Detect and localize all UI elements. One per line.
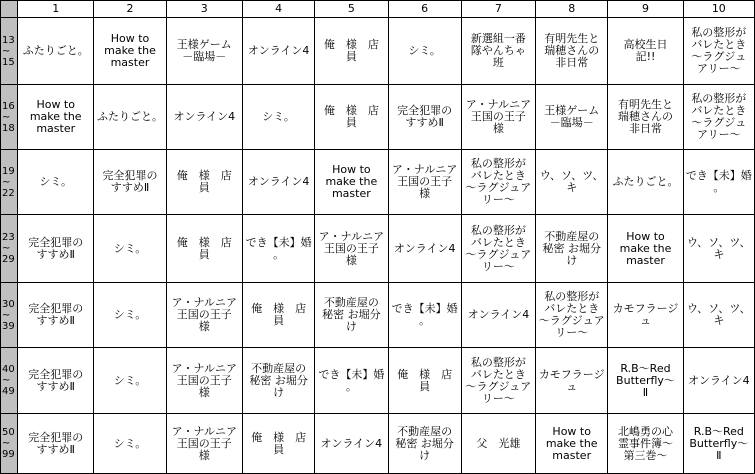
table-cell: 俺 様 店 員: [242, 283, 314, 348]
table-cell: カモフラージ ュ: [608, 283, 683, 348]
table-cell: 新選組一番 隊やんちゃ 班: [461, 18, 535, 85]
table-cell: オンライン4: [461, 283, 535, 348]
table-cell: How to make the master: [536, 414, 608, 474]
table-cell: R.B～Red Butterfly～ Ⅱ: [608, 348, 683, 414]
table-row: [1, 414, 755, 474]
table-cell: オンライン4: [683, 348, 754, 414]
table-cell: 不動産屋の 秘密 お堀分 け: [536, 215, 608, 283]
row-header: 23 ~ 29: [1, 215, 18, 283]
column-header: 8: [536, 1, 608, 18]
table-cell: ふたりごと。: [608, 150, 683, 215]
table-cell: でき【未】婚 。: [683, 150, 754, 215]
table-cell: 高校生日 記!!: [608, 18, 683, 85]
column-header: 6: [388, 1, 461, 18]
column-header: 7: [461, 1, 535, 18]
table-cell: How to make the master: [315, 150, 388, 215]
column-header: 10: [683, 1, 754, 18]
table-cell: How to make the master: [608, 215, 683, 283]
column-header: 5: [315, 1, 388, 18]
table-cell: 不動産屋の 秘密 お堀分 け: [388, 414, 461, 474]
row-header: 13 ~ 15: [1, 18, 18, 85]
column-header: 2: [94, 1, 166, 18]
table-row: [1, 85, 755, 150]
table-cell: 俺 様 店 員: [166, 150, 242, 215]
table-row: [1, 348, 755, 414]
table-cell: ア・ナルニア 王国の王子 様: [388, 150, 461, 215]
table-cell: 俺 様 店 員: [315, 85, 388, 150]
table-cell: 私の整形が バレたとき ～ラグジュア リー～: [461, 215, 535, 283]
table-cell: シミ。: [242, 85, 314, 150]
table-cell: ふたりごと。: [18, 18, 94, 85]
table-row: [1, 18, 755, 85]
table-cell: 完全犯罪の すすめⅡ: [18, 283, 94, 348]
table-cell: 私の整形が バレたとき ～ラグジュア リー～: [461, 348, 535, 414]
table-cell: シミ。: [388, 18, 461, 85]
table-cell: 完全犯罪の すすめⅡ: [94, 150, 166, 215]
table-cell: でき【未】婚 。: [242, 215, 314, 283]
table-cell: ア・ナルニア 王国の王子 様: [166, 283, 242, 348]
table-cell: オンライン4: [166, 85, 242, 150]
table-cell: 私の整形が バレたとき ～ラグジュア リー～: [461, 150, 535, 215]
table-row: [1, 215, 755, 283]
column-header: 1: [18, 1, 94, 18]
column-header: 9: [608, 1, 683, 18]
row-header: 50 ~ 99: [1, 414, 18, 474]
table-cell: 私の整形が バレたとき ～ラグジュア リー～: [536, 283, 608, 348]
row-header: 30 ~ 39: [1, 283, 18, 348]
table-cell: 不動産屋の 秘密 お堀分 け: [315, 283, 388, 348]
table-cell: オンライン4: [242, 150, 314, 215]
table-cell: 父 光雄: [461, 414, 535, 474]
column-header: 3: [166, 1, 242, 18]
row-header: 16 ~ 18: [1, 85, 18, 150]
table-cell: 完全犯罪の すすめⅡ: [388, 85, 461, 150]
table-cell: ウ、ソ、ツ、 キ: [683, 283, 754, 348]
table-cell: ア・ナルニア 王国の王子 様: [166, 348, 242, 414]
table-cell: 私の整形が バレたとき ～ラグジュ アリー～: [683, 85, 754, 150]
table-cell: ウ、ソ、ツ、 キ: [536, 150, 608, 215]
table-cell: シミ。: [94, 283, 166, 348]
table-cell: カモフラージ ュ: [536, 348, 608, 414]
table-cell: 完全犯罪の すすめⅡ: [18, 414, 94, 474]
table-cell: ウ、ソ、ツ、 キ: [683, 215, 754, 283]
table-cell: 有明先生と 瑞穂さんの 非日常: [536, 18, 608, 85]
table-cell: シミ。: [94, 348, 166, 414]
table-cell: オンライン4: [315, 414, 388, 474]
table-cell: ア・ナルニア 王国の王子 様: [166, 414, 242, 474]
table-cell: でき【未】婚 。: [388, 283, 461, 348]
corner-cell: [1, 1, 18, 18]
table-cell: 有明先生と 瑞穂さんの 非日常: [608, 85, 683, 150]
table-cell: でき【未】婚 。: [315, 348, 388, 414]
table-cell: オンライン4: [388, 215, 461, 283]
table-cell: 北嶋勇の心 霊事件簿～ 第三巻～: [608, 414, 683, 474]
table-cell: 王様ゲーム －臨場－: [536, 85, 608, 150]
column-header: 4: [242, 1, 314, 18]
table-cell: 俺 様 店 員: [388, 348, 461, 414]
table-cell: 王様ゲーム －臨場－: [166, 18, 242, 85]
table-cell: ア・ナルニア 王国の王子 様: [315, 215, 388, 283]
table-row: [1, 283, 755, 348]
table-cell: シミ。: [94, 414, 166, 474]
table-cell: 完全犯罪の すすめⅡ: [18, 348, 94, 414]
table-cell: 俺 様 店 員: [315, 18, 388, 85]
table-cell: 不動産屋の 秘密 お堀分 け: [242, 348, 314, 414]
table-cell: 俺 様 店 員: [166, 215, 242, 283]
row-header: 40 ~ 49: [1, 348, 18, 414]
table-cell: ふたりごと。: [94, 85, 166, 150]
table-row: [1, 150, 755, 215]
table-cell: シミ。: [18, 150, 94, 215]
row-header: 19 ~ 22: [1, 150, 18, 215]
table-cell: シミ。: [94, 215, 166, 283]
table-cell: R.B～Red Butterfly～ Ⅱ: [683, 414, 754, 474]
header-row: [1, 1, 755, 18]
table-cell: How to make the master: [18, 85, 94, 150]
table-cell: オンライン4: [242, 18, 314, 85]
table-cell: How to make the master: [94, 18, 166, 85]
table-cell: 私の整形が バレたとき ～ラグジュ アリー～: [683, 18, 754, 85]
table-cell: 俺 様 店 員: [242, 414, 314, 474]
table-cell: 完全犯罪の すすめⅡ: [18, 215, 94, 283]
table-cell: ア・ナルニア 王国の王子 様: [461, 85, 535, 150]
